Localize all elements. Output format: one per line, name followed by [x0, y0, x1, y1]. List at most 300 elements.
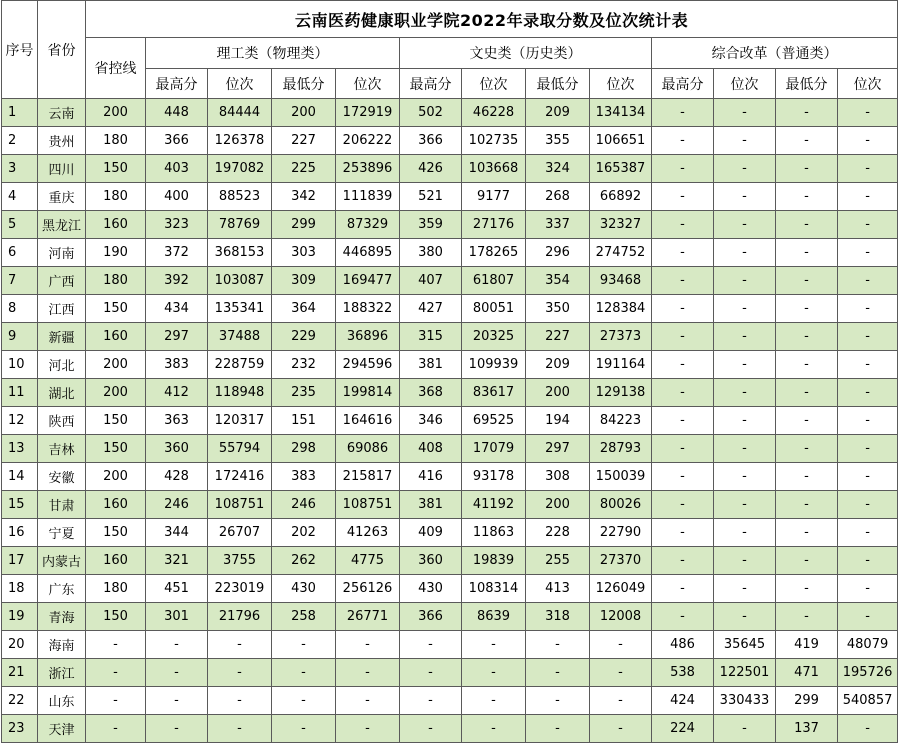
table-cell[interactable]: 366	[400, 603, 462, 631]
header-arts-max-rank[interactable]: 位次	[462, 69, 526, 99]
table-cell[interactable]: 37488	[208, 323, 272, 351]
table-cell[interactable]: 538	[652, 659, 714, 687]
table-cell[interactable]: -	[652, 463, 714, 491]
table-cell[interactable]: -	[714, 211, 776, 239]
table-cell[interactable]: 12	[2, 407, 38, 435]
table-cell[interactable]: -	[776, 127, 838, 155]
table-cell[interactable]: 11	[2, 379, 38, 407]
table-cell[interactable]: 黑龙江	[38, 211, 86, 239]
table-cell[interactable]: 202	[272, 519, 336, 547]
table-cell[interactable]: 323	[146, 211, 208, 239]
table-cell[interactable]: 160	[86, 547, 146, 575]
table-cell[interactable]: 165387	[590, 155, 652, 183]
table-cell[interactable]: -	[652, 491, 714, 519]
header-group-liberal-arts[interactable]: 文史类（历史类）	[400, 38, 652, 69]
table-cell[interactable]: 224	[652, 715, 714, 743]
table-cell[interactable]: 20	[2, 631, 38, 659]
table-cell[interactable]: -	[86, 659, 146, 687]
table-cell[interactable]: -	[146, 631, 208, 659]
table-cell[interactable]: 48079	[838, 631, 898, 659]
table-cell[interactable]: 191164	[590, 351, 652, 379]
table-cell[interactable]: 372	[146, 239, 208, 267]
table-cell[interactable]: 363	[146, 407, 208, 435]
table-cell[interactable]: 502	[400, 99, 462, 127]
table-cell[interactable]: 446895	[336, 239, 400, 267]
table-cell[interactable]: -	[714, 435, 776, 463]
table-cell[interactable]: 55794	[208, 435, 272, 463]
table-cell[interactable]: 262	[272, 547, 336, 575]
table-cell[interactable]: 120317	[208, 407, 272, 435]
table-cell[interactable]: -	[714, 715, 776, 743]
table-cell[interactable]: 413	[526, 575, 590, 603]
table-cell[interactable]: 18	[2, 575, 38, 603]
table-cell[interactable]: 80051	[462, 295, 526, 323]
table-cell[interactable]: 188322	[336, 295, 400, 323]
table-cell[interactable]: -	[714, 295, 776, 323]
table-cell[interactable]: 206222	[336, 127, 400, 155]
table-cell[interactable]: 200	[526, 491, 590, 519]
table-cell[interactable]: 122501	[714, 659, 776, 687]
table-cell[interactable]: -	[526, 659, 590, 687]
table-cell[interactable]: 315	[400, 323, 462, 351]
table-cell[interactable]: 209	[526, 351, 590, 379]
table-cell[interactable]: 228759	[208, 351, 272, 379]
table-cell[interactable]: 366	[146, 127, 208, 155]
table-cell[interactable]: 412	[146, 379, 208, 407]
table-cell[interactable]: -	[838, 715, 898, 743]
table-cell[interactable]: -	[838, 267, 898, 295]
table-cell[interactable]: 392	[146, 267, 208, 295]
header-comp-min[interactable]: 最低分	[776, 69, 838, 99]
table-cell[interactable]: -	[776, 379, 838, 407]
header-science-min[interactable]: 最低分	[272, 69, 336, 99]
table-cell[interactable]: 9177	[462, 183, 526, 211]
table-cell[interactable]: -	[652, 295, 714, 323]
table-cell[interactable]: 383	[146, 351, 208, 379]
table-cell[interactable]: 255	[526, 547, 590, 575]
table-cell[interactable]: 172919	[336, 99, 400, 127]
table-cell[interactable]: 223019	[208, 575, 272, 603]
table-cell[interactable]: 235	[272, 379, 336, 407]
table-cell[interactable]: 103668	[462, 155, 526, 183]
table-cell[interactable]: 106651	[590, 127, 652, 155]
table-cell[interactable]: 200	[526, 379, 590, 407]
table-cell[interactable]: -	[652, 155, 714, 183]
table-cell[interactable]: 299	[776, 687, 838, 715]
table-cell[interactable]: 408	[400, 435, 462, 463]
table-cell[interactable]: -	[652, 603, 714, 631]
table-cell[interactable]: -	[400, 659, 462, 687]
table-cell[interactable]: -	[652, 519, 714, 547]
header-comp-max-rank[interactable]: 位次	[714, 69, 776, 99]
table-cell[interactable]: 150	[86, 295, 146, 323]
table-cell[interactable]: 180	[86, 183, 146, 211]
table-cell[interactable]: 403	[146, 155, 208, 183]
table-cell[interactable]: 330433	[714, 687, 776, 715]
table-cell[interactable]: -	[714, 463, 776, 491]
table-cell[interactable]: -	[776, 155, 838, 183]
table-cell[interactable]: 400	[146, 183, 208, 211]
table-cell[interactable]: 194	[526, 407, 590, 435]
table-cell[interactable]: -	[714, 379, 776, 407]
table-cell[interactable]: -	[838, 519, 898, 547]
table-cell[interactable]: 434	[146, 295, 208, 323]
table-cell[interactable]: 190	[86, 239, 146, 267]
table-cell[interactable]: 227	[272, 127, 336, 155]
table-cell[interactable]: -	[714, 99, 776, 127]
table-cell[interactable]: 209	[526, 99, 590, 127]
table-cell[interactable]: 78769	[208, 211, 272, 239]
table-cell[interactable]: -	[776, 603, 838, 631]
table-cell[interactable]: 宁夏	[38, 519, 86, 547]
table-cell[interactable]: 128384	[590, 295, 652, 323]
table-cell[interactable]: -	[86, 687, 146, 715]
header-group-comprehensive[interactable]: 综合改革（普通类）	[652, 38, 898, 69]
table-cell[interactable]: -	[652, 407, 714, 435]
table-cell[interactable]: -	[838, 435, 898, 463]
table-cell[interactable]: -	[776, 491, 838, 519]
table-cell[interactable]: 309	[272, 267, 336, 295]
table-cell[interactable]: 27176	[462, 211, 526, 239]
table-cell[interactable]: 427	[400, 295, 462, 323]
table-cell[interactable]: 126049	[590, 575, 652, 603]
table-cell[interactable]: -	[714, 519, 776, 547]
table-cell[interactable]: 428	[146, 463, 208, 491]
table-cell[interactable]: -	[714, 491, 776, 519]
table-cell[interactable]: 13	[2, 435, 38, 463]
table-cell[interactable]: 27370	[590, 547, 652, 575]
table-cell[interactable]: -	[838, 155, 898, 183]
table-cell[interactable]: -	[838, 239, 898, 267]
table-cell[interactable]: 364	[272, 295, 336, 323]
table-cell[interactable]: 4775	[336, 547, 400, 575]
table-cell[interactable]: 41263	[336, 519, 400, 547]
table-cell[interactable]: 200	[86, 463, 146, 491]
table-cell[interactable]: 160	[86, 491, 146, 519]
table-cell[interactable]: 甘肃	[38, 491, 86, 519]
table-cell[interactable]: 69086	[336, 435, 400, 463]
table-cell[interactable]: -	[336, 715, 400, 743]
table-cell[interactable]: 重庆	[38, 183, 86, 211]
table-cell[interactable]: -	[208, 631, 272, 659]
table-cell[interactable]: 297	[526, 435, 590, 463]
table-cell[interactable]: 368153	[208, 239, 272, 267]
table-cell[interactable]: -	[838, 295, 898, 323]
table-cell[interactable]: 108314	[462, 575, 526, 603]
table-cell[interactable]: 10	[2, 351, 38, 379]
table-cell[interactable]: -	[652, 127, 714, 155]
header-science-min-rank[interactable]: 位次	[336, 69, 400, 99]
table-cell[interactable]: 268	[526, 183, 590, 211]
table-cell[interactable]: -	[400, 715, 462, 743]
table-cell[interactable]: -	[652, 99, 714, 127]
table-cell[interactable]: -	[590, 631, 652, 659]
table-cell[interactable]: -	[838, 127, 898, 155]
table-cell[interactable]: 274752	[590, 239, 652, 267]
table-cell[interactable]: 云南	[38, 99, 86, 127]
table-cell[interactable]: -	[714, 323, 776, 351]
table-cell[interactable]: 27373	[590, 323, 652, 351]
table-cell[interactable]: -	[652, 323, 714, 351]
table-cell[interactable]: -	[714, 547, 776, 575]
table-cell[interactable]: -	[776, 99, 838, 127]
table-cell[interactable]: 93468	[590, 267, 652, 295]
table-cell[interactable]: 350	[526, 295, 590, 323]
table-cell[interactable]: 22	[2, 687, 38, 715]
table-cell[interactable]: -	[838, 603, 898, 631]
header-science-max-rank[interactable]: 位次	[208, 69, 272, 99]
table-cell[interactable]: 344	[146, 519, 208, 547]
table-cell[interactable]: 安徽	[38, 463, 86, 491]
table-cell[interactable]: 164616	[336, 407, 400, 435]
table-cell[interactable]: -	[208, 687, 272, 715]
table-cell[interactable]: 7	[2, 267, 38, 295]
table-cell[interactable]: 200	[86, 99, 146, 127]
header-seq[interactable]: 序号	[2, 1, 38, 99]
table-cell[interactable]: 324	[526, 155, 590, 183]
table-cell[interactable]: 河南	[38, 239, 86, 267]
table-cell[interactable]: 41192	[462, 491, 526, 519]
table-cell[interactable]: 102735	[462, 127, 526, 155]
table-cell[interactable]: 84444	[208, 99, 272, 127]
table-cell[interactable]: 150	[86, 435, 146, 463]
table-cell[interactable]: 409	[400, 519, 462, 547]
table-cell[interactable]: 69525	[462, 407, 526, 435]
table-cell[interactable]: -	[776, 547, 838, 575]
table-cell[interactable]: -	[208, 659, 272, 687]
table-cell[interactable]: -	[714, 351, 776, 379]
table-cell[interactable]: 200	[86, 379, 146, 407]
table-cell[interactable]: 253896	[336, 155, 400, 183]
table-cell[interactable]: 419	[776, 631, 838, 659]
table-cell[interactable]: 321	[146, 547, 208, 575]
table-cell[interactable]: -	[714, 575, 776, 603]
table-cell[interactable]: 354	[526, 267, 590, 295]
table-cell[interactable]: 1	[2, 99, 38, 127]
table-cell[interactable]: 380	[400, 239, 462, 267]
table-cell[interactable]: -	[336, 687, 400, 715]
table-cell[interactable]: -	[462, 631, 526, 659]
header-comp-max[interactable]: 最高分	[652, 69, 714, 99]
table-cell[interactable]: 四川	[38, 155, 86, 183]
table-cell[interactable]: 35645	[714, 631, 776, 659]
table-cell[interactable]: 32327	[590, 211, 652, 239]
table-cell[interactable]: 150039	[590, 463, 652, 491]
table-cell[interactable]: 299	[272, 211, 336, 239]
table-cell[interactable]: 355	[526, 127, 590, 155]
table-cell[interactable]: 160	[86, 323, 146, 351]
table-cell[interactable]: 178265	[462, 239, 526, 267]
table-cell[interactable]: 129138	[590, 379, 652, 407]
table-cell[interactable]: 246	[272, 491, 336, 519]
table-cell[interactable]: 199814	[336, 379, 400, 407]
table-cell[interactable]: 227	[526, 323, 590, 351]
table-cell[interactable]: 80026	[590, 491, 652, 519]
table-cell[interactable]: -	[838, 323, 898, 351]
table-cell[interactable]: -	[652, 211, 714, 239]
table-cell[interactable]: -	[146, 715, 208, 743]
table-cell[interactable]: 108751	[336, 491, 400, 519]
table-cell[interactable]: 111839	[336, 183, 400, 211]
table-cell[interactable]: 陕西	[38, 407, 86, 435]
table-cell[interactable]: 360	[400, 547, 462, 575]
table-cell[interactable]: 448	[146, 99, 208, 127]
table-cell[interactable]: -	[400, 631, 462, 659]
table-cell[interactable]: 河北	[38, 351, 86, 379]
table-cell[interactable]: 26771	[336, 603, 400, 631]
table-cell[interactable]: 137	[776, 715, 838, 743]
header-group-science[interactable]: 理工类（物理类）	[146, 38, 400, 69]
table-cell[interactable]: 451	[146, 575, 208, 603]
table-cell[interactable]: -	[526, 631, 590, 659]
table-cell[interactable]: 229	[272, 323, 336, 351]
table-cell[interactable]: 16	[2, 519, 38, 547]
table-cell[interactable]: -	[86, 715, 146, 743]
table-cell[interactable]: 108751	[208, 491, 272, 519]
table-cell[interactable]: 66892	[590, 183, 652, 211]
table-cell[interactable]: -	[652, 575, 714, 603]
table-cell[interactable]: 83617	[462, 379, 526, 407]
table-cell[interactable]: -	[526, 715, 590, 743]
table-cell[interactable]: -	[838, 547, 898, 575]
table-cell[interactable]: 84223	[590, 407, 652, 435]
table-cell[interactable]: 294596	[336, 351, 400, 379]
table-cell[interactable]: 151	[272, 407, 336, 435]
table-cell[interactable]: -	[462, 687, 526, 715]
table-cell[interactable]: 青海	[38, 603, 86, 631]
table-cell[interactable]: 23	[2, 715, 38, 743]
header-science-max[interactable]: 最高分	[146, 69, 208, 99]
table-cell[interactable]: 17079	[462, 435, 526, 463]
table-cell[interactable]: 301	[146, 603, 208, 631]
table-cell[interactable]: 15	[2, 491, 38, 519]
table-cell[interactable]: 36896	[336, 323, 400, 351]
table-cell[interactable]: 296	[526, 239, 590, 267]
table-cell[interactable]: 381	[400, 351, 462, 379]
table-cell[interactable]: 318	[526, 603, 590, 631]
table-cell[interactable]: 368	[400, 379, 462, 407]
table-cell[interactable]: 426	[400, 155, 462, 183]
table-cell[interactable]: 246	[146, 491, 208, 519]
header-control-line[interactable]: 省控线	[86, 38, 146, 99]
table-cell[interactable]: 3	[2, 155, 38, 183]
table-cell[interactable]: -	[336, 659, 400, 687]
table-cell[interactable]: 471	[776, 659, 838, 687]
table-cell[interactable]: 126378	[208, 127, 272, 155]
table-cell[interactable]: 337	[526, 211, 590, 239]
table-cell[interactable]: 134134	[590, 99, 652, 127]
table-cell[interactable]: 197082	[208, 155, 272, 183]
table-cell[interactable]: 416	[400, 463, 462, 491]
table-cell[interactable]: 87329	[336, 211, 400, 239]
table-cell[interactable]: -	[714, 603, 776, 631]
table-cell[interactable]: 172416	[208, 463, 272, 491]
table-cell[interactable]: -	[146, 659, 208, 687]
table-cell[interactable]: 135341	[208, 295, 272, 323]
table-cell[interactable]: -	[714, 155, 776, 183]
table-cell[interactable]: -	[462, 715, 526, 743]
table-cell[interactable]: 297	[146, 323, 208, 351]
table-cell[interactable]: 150	[86, 519, 146, 547]
table-cell[interactable]: 232	[272, 351, 336, 379]
table-cell[interactable]: 225	[272, 155, 336, 183]
table-cell[interactable]: 150	[86, 603, 146, 631]
table-cell[interactable]: 8	[2, 295, 38, 323]
table-cell[interactable]: 424	[652, 687, 714, 715]
table-cell[interactable]: -	[590, 715, 652, 743]
table-cell[interactable]: 20325	[462, 323, 526, 351]
table-cell[interactable]: -	[462, 659, 526, 687]
table-cell[interactable]: -	[838, 575, 898, 603]
table-cell[interactable]: 浙江	[38, 659, 86, 687]
table-cell[interactable]: 海南	[38, 631, 86, 659]
table-cell[interactable]: -	[86, 631, 146, 659]
table-cell[interactable]: -	[652, 547, 714, 575]
table-cell[interactable]: -	[776, 351, 838, 379]
table-cell[interactable]: -	[272, 715, 336, 743]
table-cell[interactable]: 521	[400, 183, 462, 211]
table-cell[interactable]: -	[714, 127, 776, 155]
table-cell[interactable]: 天津	[38, 715, 86, 743]
table-cell[interactable]: -	[652, 435, 714, 463]
table-cell[interactable]: -	[776, 435, 838, 463]
table-cell[interactable]: 6	[2, 239, 38, 267]
table-cell[interactable]: 9	[2, 323, 38, 351]
table-cell[interactable]: 359	[400, 211, 462, 239]
header-arts-max[interactable]: 最高分	[400, 69, 462, 99]
table-cell[interactable]: 103087	[208, 267, 272, 295]
table-cell[interactable]: 吉林	[38, 435, 86, 463]
table-cell[interactable]: -	[526, 687, 590, 715]
table-cell[interactable]: -	[838, 379, 898, 407]
table-cell[interactable]: -	[714, 267, 776, 295]
table-cell[interactable]: 4	[2, 183, 38, 211]
table-cell[interactable]: -	[776, 575, 838, 603]
table-cell[interactable]: -	[776, 407, 838, 435]
table-cell[interactable]: -	[652, 267, 714, 295]
table-cell[interactable]: 21796	[208, 603, 272, 631]
table-cell[interactable]: 228	[526, 519, 590, 547]
table-cell[interactable]: 150	[86, 407, 146, 435]
table-cell[interactable]: 21	[2, 659, 38, 687]
table-cell[interactable]: 200	[86, 351, 146, 379]
table-cell[interactable]: -	[838, 183, 898, 211]
table-cell[interactable]: 215817	[336, 463, 400, 491]
table-cell[interactable]: 28793	[590, 435, 652, 463]
table-cell[interactable]: 88523	[208, 183, 272, 211]
table-cell[interactable]: 256126	[336, 575, 400, 603]
table-cell[interactable]: 118948	[208, 379, 272, 407]
table-title[interactable]: 云南医药健康职业学院2022年录取分数及位次统计表	[86, 1, 898, 38]
table-cell[interactable]: 366	[400, 127, 462, 155]
table-cell[interactable]: -	[776, 211, 838, 239]
table-cell[interactable]: 195726	[838, 659, 898, 687]
table-cell[interactable]: 14	[2, 463, 38, 491]
table-cell[interactable]: 广西	[38, 267, 86, 295]
table-cell[interactable]: 169477	[336, 267, 400, 295]
table-cell[interactable]: 11863	[462, 519, 526, 547]
table-cell[interactable]: -	[776, 239, 838, 267]
table-cell[interactable]: -	[652, 183, 714, 211]
table-cell[interactable]: -	[776, 463, 838, 491]
table-cell[interactable]: 8639	[462, 603, 526, 631]
table-cell[interactable]: 298	[272, 435, 336, 463]
table-cell[interactable]: 17	[2, 547, 38, 575]
table-cell[interactable]: -	[776, 323, 838, 351]
table-cell[interactable]: 内蒙古	[38, 547, 86, 575]
table-cell[interactable]: -	[272, 687, 336, 715]
table-cell[interactable]: 346	[400, 407, 462, 435]
